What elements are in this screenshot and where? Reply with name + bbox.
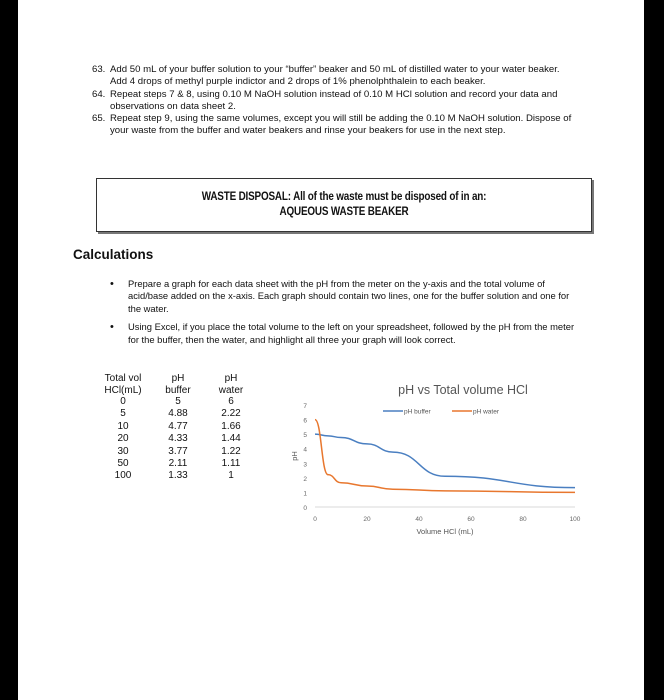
series-line-ph-water — [315, 420, 575, 493]
bullet-item — [105, 278, 575, 315]
x-tick-label: 60 — [467, 516, 475, 523]
table-cell: 30 — [117, 445, 129, 457]
table-cell: 1.66 — [221, 420, 241, 432]
table-cell: 50 — [117, 458, 129, 470]
chart-title: pH vs Total volume HCl — [398, 383, 528, 397]
y-tick-label: 1 — [303, 490, 307, 498]
header-line: HCl(mL) — [104, 384, 142, 396]
x-tick-label: 80 — [519, 516, 527, 523]
y-tick-label: 4 — [303, 446, 307, 454]
step-number: 63. — [92, 64, 106, 75]
table-cell: 1 — [228, 470, 234, 482]
step-63 — [92, 64, 572, 89]
table-header-row — [96, 373, 256, 396]
table-cell: 0 — [120, 396, 126, 407]
header-line: Total vol — [104, 373, 142, 384]
table-cell: 4.88 — [168, 408, 188, 420]
table-row — [96, 458, 256, 470]
table-cell: 1.33 — [168, 470, 188, 482]
table-cell: 5 — [175, 396, 181, 407]
procedure-steps — [92, 64, 572, 138]
table-cell: 1.22 — [221, 445, 241, 457]
waste-line-1: WASTE DISPOSAL: All of the waste must be disposed of in an: — [201, 191, 487, 203]
series-line-ph-buffer — [315, 434, 575, 487]
y-tick-label: 5 — [303, 432, 307, 440]
table-row — [96, 421, 256, 433]
bullet-text: Using Excel, if you place the total volume to the left on your spreadsheet, followed by the pH from the meter for the buffer, then the water, and highlight all three your graph will look correct. — [128, 321, 575, 345]
y-axis-label: pH — [290, 451, 299, 461]
step-number: 64. — [92, 88, 106, 100]
step-64 — [92, 89, 572, 114]
header-line: buffer — [165, 384, 191, 396]
table-cell: 4.33 — [168, 433, 188, 445]
x-tick-label: 0 — [313, 516, 317, 523]
y-tick-label: 7 — [303, 403, 307, 410]
legend-label: pH buffer — [404, 408, 431, 416]
table-cell: 6 — [228, 396, 234, 407]
step-text: Repeat step 9, using the same volumes, except you will still be adding the 0.10 M NaOH solution. Dispose of your waste from the buffer and water beakers and rinse your beakers for use in the next step. — [110, 113, 572, 137]
step-text: Repeat steps 7 & 8, using 0.10 M NaOH solution instead of 0.10 M HCl solution and record your data and observations on data sheet 2. — [110, 88, 558, 112]
table-cell: 100 — [114, 470, 132, 482]
bullet-glyph: • — [110, 321, 114, 334]
y-tick-label: 3 — [303, 461, 307, 469]
table-row — [96, 408, 256, 420]
table-cell: 1.44 — [221, 433, 241, 445]
legend-label: pH water — [473, 408, 500, 416]
waste-line-2: AQUEOUS WASTE BEAKER — [279, 206, 409, 218]
table-cell: 2.11 — [168, 458, 188, 470]
table-cell: 20 — [117, 433, 129, 445]
header-line: pH — [171, 373, 185, 384]
table-cell: 4.77 — [168, 420, 188, 432]
table-cell: 3.77 — [168, 445, 188, 457]
table-cell: 1.11 — [221, 458, 241, 470]
header-line: water — [218, 384, 244, 396]
y-tick-label: 6 — [303, 417, 307, 425]
table-cell: 2.22 — [221, 408, 241, 420]
header-line: pH — [224, 373, 238, 384]
table-row — [96, 396, 256, 408]
waste-disposal-box — [96, 178, 592, 232]
data-table — [96, 373, 256, 483]
calculation-bullets — [105, 278, 575, 352]
table-cell: 5 — [120, 408, 126, 420]
bullet-text: Prepare a graph for each data sheet with the pH from the meter on the y-axis and the total volume of acid/base added on the x-axis. Each graph should contain two lines, one for the buffer solution and one for the water. — [128, 278, 570, 314]
table-row — [96, 446, 256, 458]
calculations-heading: Calculations — [73, 247, 154, 262]
table-cell: 10 — [117, 420, 129, 432]
step-number: 65. — [92, 113, 106, 125]
y-tick-label: 0 — [303, 505, 307, 512]
bullet-item — [105, 321, 575, 346]
x-tick-label: 100 — [569, 516, 581, 523]
x-tick-label: 20 — [363, 516, 371, 523]
y-tick-label: 2 — [303, 475, 307, 483]
ph-chart — [280, 378, 590, 548]
x-axis-label: Volume HCl (mL) — [416, 527, 474, 536]
bullet-glyph: • — [110, 278, 114, 290]
table-row — [96, 470, 256, 482]
step-text: Add 50 mL of your buffer solution to your “buffer” beaker and 50 mL of distilled water to your water beaker. Add 4 drops of methyl purple indictor and 2 drops of 1% phenolphthalein to each beaker. — [110, 64, 560, 88]
table-row — [96, 433, 256, 445]
x-tick-label: 40 — [415, 516, 423, 523]
step-65 — [92, 113, 572, 138]
header-total-vol — [96, 373, 150, 396]
header-ph-water — [206, 373, 256, 396]
header-ph-buffer — [150, 373, 206, 396]
